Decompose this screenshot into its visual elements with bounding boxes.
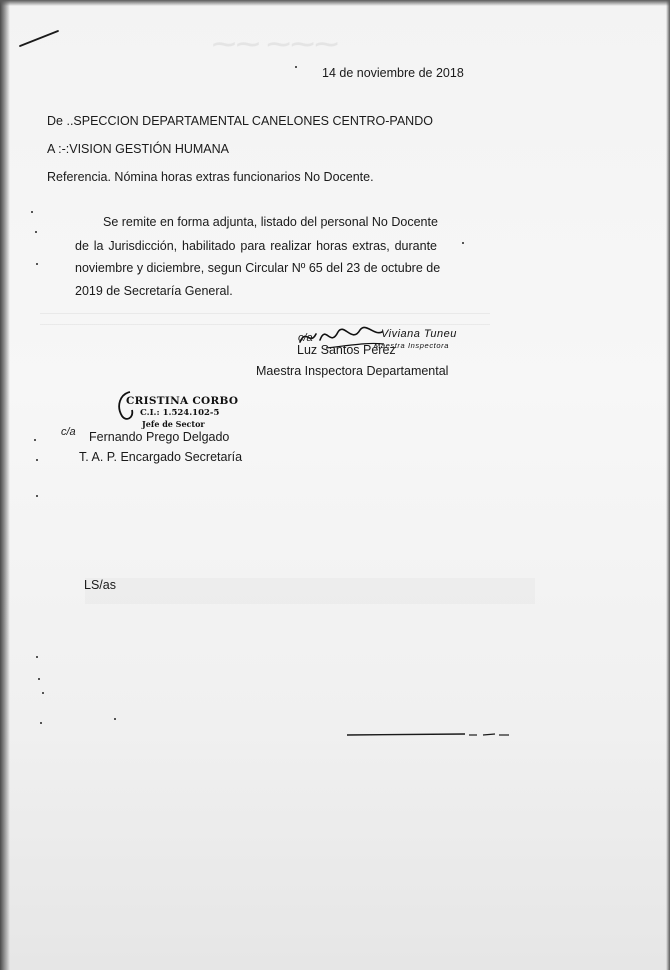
scan-speck xyxy=(34,439,36,441)
stamp-name-main: Viviana Tuneu xyxy=(381,328,457,340)
body-line-4: 2019 de Secretaría General. xyxy=(75,284,233,298)
body-line-3: noviembre y diciembre, segun Circular Nº 65 del 23 de octubre de xyxy=(75,261,441,275)
reference-label: Referencia. xyxy=(47,170,111,184)
typist-initials: LS/as xyxy=(84,578,116,592)
scan-speck xyxy=(36,656,38,658)
from-label-text: De xyxy=(47,114,63,128)
letter-date: 14 de noviembre de 2018 xyxy=(322,66,464,80)
pen-stroke-mark xyxy=(18,28,62,50)
scan-speck xyxy=(40,722,42,724)
to-line xyxy=(47,142,229,157)
scan-speck xyxy=(462,242,464,244)
scan-speck xyxy=(295,66,297,68)
scan-edge-top xyxy=(0,0,670,6)
reference-line xyxy=(47,170,374,185)
signatory-main-title: Maestra Inspectora Departamental xyxy=(256,364,449,378)
stamp-title-secretary: Jefe de Sector xyxy=(142,419,205,429)
scan-speck xyxy=(35,231,37,233)
scan-speck xyxy=(31,211,33,213)
stamp-name-secretary: CRISTINA CORBO xyxy=(126,395,239,407)
signatory-secretary-name: Fernando Prego Delgado xyxy=(89,430,230,444)
from-label xyxy=(47,114,433,129)
scan-edge-right xyxy=(666,0,670,970)
dash-line-mark xyxy=(345,730,515,740)
scan-speck xyxy=(36,459,38,461)
bleed-through-rule xyxy=(40,313,490,314)
to-value: :-:VISION GESTIÓN HUMANA xyxy=(58,142,229,156)
bleed-through-rule xyxy=(40,324,490,325)
scan-speck xyxy=(42,692,44,694)
signatory-main-name: Luz Santos Pérez xyxy=(297,343,396,357)
scan-edge-left xyxy=(0,0,10,970)
signature-prefix-main: c/a xyxy=(298,332,313,344)
bleed-through-block xyxy=(85,578,535,604)
reference-value: Nómina horas extras funcionarios No Docente. xyxy=(114,170,374,184)
to-label: A xyxy=(47,142,55,156)
from-value: ..SPECCION DEPARTAMENTAL CANELONES CENTRO-PANDO xyxy=(66,114,433,128)
signatory-secretary-title: T. A. P. Encargado Secretaría xyxy=(79,450,243,464)
stamp-ci-secretary: C.I.: 1.524.102-5 xyxy=(140,408,220,418)
scan-speck xyxy=(114,718,116,720)
scan-speck xyxy=(36,263,38,265)
bleed-through-mark: ⁓⁓ ⁓⁓⁓ xyxy=(212,31,339,58)
scan-speck xyxy=(36,495,38,497)
scan-speck xyxy=(38,678,40,680)
body-line-2: de la Jurisdicción, habilitado para realizar horas extras, durante xyxy=(75,239,437,253)
body-line-1: Se remite en forma adjunta, listado del personal No Docente xyxy=(103,215,438,229)
signature-prefix-secretary: c/a xyxy=(61,426,76,438)
stamp-title-main: Maestra Inspectora xyxy=(374,341,449,350)
